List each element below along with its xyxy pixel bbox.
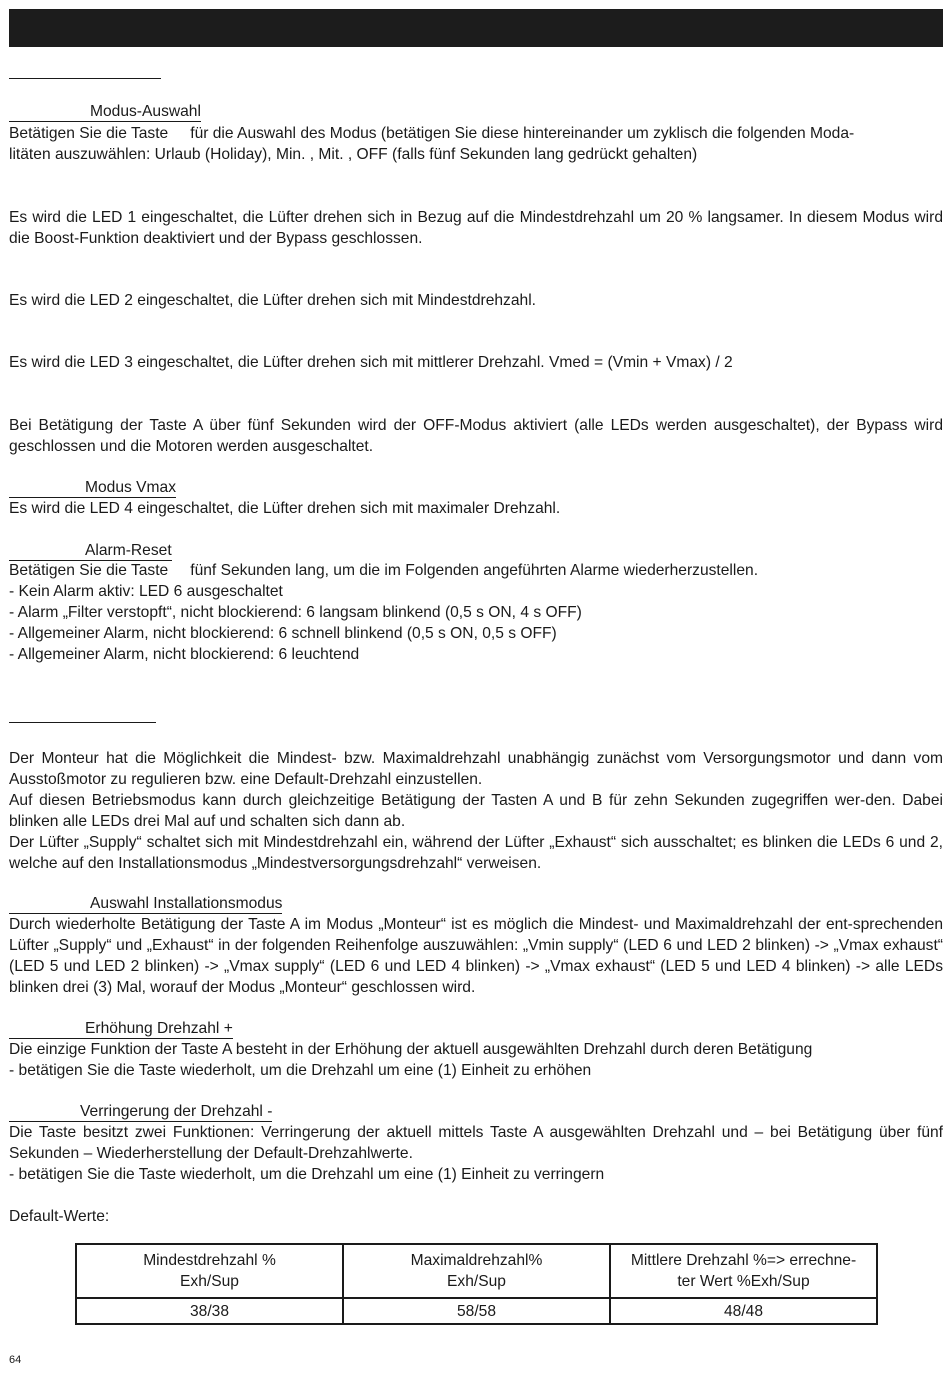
holiday-paragraph: Es wird die LED 1 eingeschaltet, die Lüfter drehen sich in Bezug auf die Mindestdrehzahl um 20 % langsamer. In diesem Modus wird die Boost-Funktion deaktiviert und der Bypass geschlossen. (9, 209, 943, 247)
alarm-reset-text: Betätigen Sie die Taste fünf Sekunden lang, um die im Folgenden angeführten Alarme wiederherzustellen. - Kein Alarm aktiv: LED 6 ausgeschaltet - Alarm „Filter verstopft“, nicht blockierend: 6 langsam blinkend (0,5 s ON, 4 s OFF) - Allgemeiner Alarm, nicht blockierend: 6 schnell blinkend (0,5 s ON, 0,5 s OFF) - Allgemeiner Alarm, nicht blockierend: 6 leuchtend (9, 560, 943, 665)
verringerung-paragraph-1: Die Taste besitzt zwei Funktionen: Verringerung der aktuell mittels Taste A ausgewählten Drehzahl und – bei Betätigung über fünf Sekunden – Wiederherstellung der Default-Drehzahlwerte. (9, 1124, 943, 1162)
table-cell: 58/58 (343, 1298, 610, 1324)
section-title-rule-1 (9, 78, 161, 79)
heading-alarm-reset: Alarm-Reset (9, 542, 172, 561)
alarm-item: - Allgemeiner Alarm, nicht blockierend: 6 leuchtend (9, 646, 360, 663)
header-bar (9, 9, 943, 47)
table-header-cell: Mindestdrehzahl % Exh/Sup (76, 1244, 343, 1298)
modus-auswahl-text: Betätigen Sie die Taste für die Auswahl des Modus (betätigen Sie diese hintereinander um zyklisch die folgenden Moda- litäten auszuwählen: Urlaub (Holiday), Min. , Mit. , OFF (falls fünf Sekunden lang gedrückt gehalten) (9, 125, 855, 163)
monteur-text (9, 748, 943, 874)
mit-paragraph: Es wird die LED 3 eingeschaltet, die Lüfter drehen sich mit mittlerer Drehzahl. Vmed = (Vmin + Vmax) / 2 (9, 354, 733, 371)
default-werte-label: Default-Werte: (9, 1208, 110, 1225)
alarm-item: - Alarm „Filter verstopft“, nicht blockierend: 6 langsam blinkend (0,5 s ON, 4 s OFF) (9, 604, 582, 621)
heading-verringerung-drehzahl: Verringerung der Drehzahl - (9, 1103, 272, 1122)
min-paragraph: Es wird die LED 2 eingeschaltet, die Lüfter drehen sich mit Mindestdrehzahl. (9, 292, 536, 309)
table-cell: 48/48 (610, 1298, 877, 1324)
off-paragraph: Bei Betätigung der Taste A über fünf Sekunden wird der OFF-Modus aktiviert (alle LEDs werden ausgeschaltet), der Bypass wird geschlossen und die Motoren werden ausgeschaltet. (9, 417, 943, 455)
erhoehung-text: Die einzige Funktion der Taste A besteht in der Erhöhung der aktuell ausgewählten Drehzahl durch deren Betätigung - betätigen Sie die Taste wiederholt, um die Drehzahl um eine (1) Einheit zu erhöhen (9, 1041, 813, 1079)
heading-modus-vmax: Modus Vmax (9, 479, 176, 498)
heading-auswahl-installationsmodus: Auswahl Installationsmodus (9, 895, 282, 914)
table-row (76, 1298, 877, 1324)
table-header-cell: Mittlere Drehzahl %=> errechne- ter Wert %Exh/Sup (610, 1244, 877, 1298)
monteur-paragraph-1: Der Monteur hat die Möglichkeit die Mindest- bzw. Maximaldrehzahl unabhängig zunächst vom Versorgungsmotor und dann vom Ausstoßmotor zu regulieren bzw. eine Default-Drehzahl einzustellen. (9, 750, 943, 788)
alarm-item: - Kein Alarm aktiv: LED 6 ausgeschaltet (9, 583, 283, 600)
default-values-table (75, 1243, 878, 1325)
verringerung-paragraph-2: - betätigen Sie die Taste wiederholt, um die Drehzahl um eine (1) Einheit zu verringern (9, 1166, 605, 1183)
table-header-cell: Maximaldrehzahl% Exh/Sup (343, 1244, 610, 1298)
installationsmodus-paragraph: Durch wiederholte Betätigung der Taste A im Modus „Monteur“ ist es möglich die Mindest- und Maximaldrehzahl der ent-sprechenden Lüfter „Supply“ und „Exhaust“ in der folgenden Reihenfolge auszuwählen: „Vmin supply“ (LED 6 und LED 2 blinken) -> „Vmax exhaust“ (LED 5 und LED 2 blinken) -> „Vmax supply“ (LED 6 und LED 4 blinken) -> „Vmax exhaust“ (LED 5 und LED 4 blinken) -> alle LEDs blinken drei (3) Mal, worauf der Modus „Monteur“ geschlossen wird. (9, 916, 943, 996)
heading-erhoehung-drehzahl: Erhöhung Drehzahl + (9, 1020, 233, 1039)
table-cell: 38/38 (76, 1298, 343, 1324)
monteur-paragraph-2: Auf diesen Betriebsmodus kann durch gleichzeitige Betätigung der Tasten A und B für zehn Sekunden zugegriffen wer-den. Dabei blinken alle LEDs drei Mal auf und schalten sich dann ab. (9, 792, 943, 830)
table-header-row (76, 1244, 877, 1298)
heading-modus-auswahl: Modus-Auswahl (9, 103, 201, 122)
vmax-paragraph: Es wird die LED 4 eingeschaltet, die Lüfter drehen sich mit maximaler Drehzahl. (9, 500, 561, 517)
monteur-paragraph-3: Der Lüfter „Supply“ schaltet sich mit Mindestdrehzahl ein, während der Lüfter „Exhaust“ sich ausschaltet; es blinken die LEDs 6 und 2, welche auf den Installationsmodus „Mindestversorgungsdrehzahl“ verweisen. (9, 834, 943, 872)
verringerung-text (9, 1122, 943, 1185)
section-title-rule-2 (9, 722, 156, 723)
alarm-item: - Allgemeiner Alarm, nicht blockierend: 6 schnell blinkend (0,5 s ON, 0,5 s OFF) (9, 625, 557, 642)
page-number: 64 (9, 1354, 22, 1366)
